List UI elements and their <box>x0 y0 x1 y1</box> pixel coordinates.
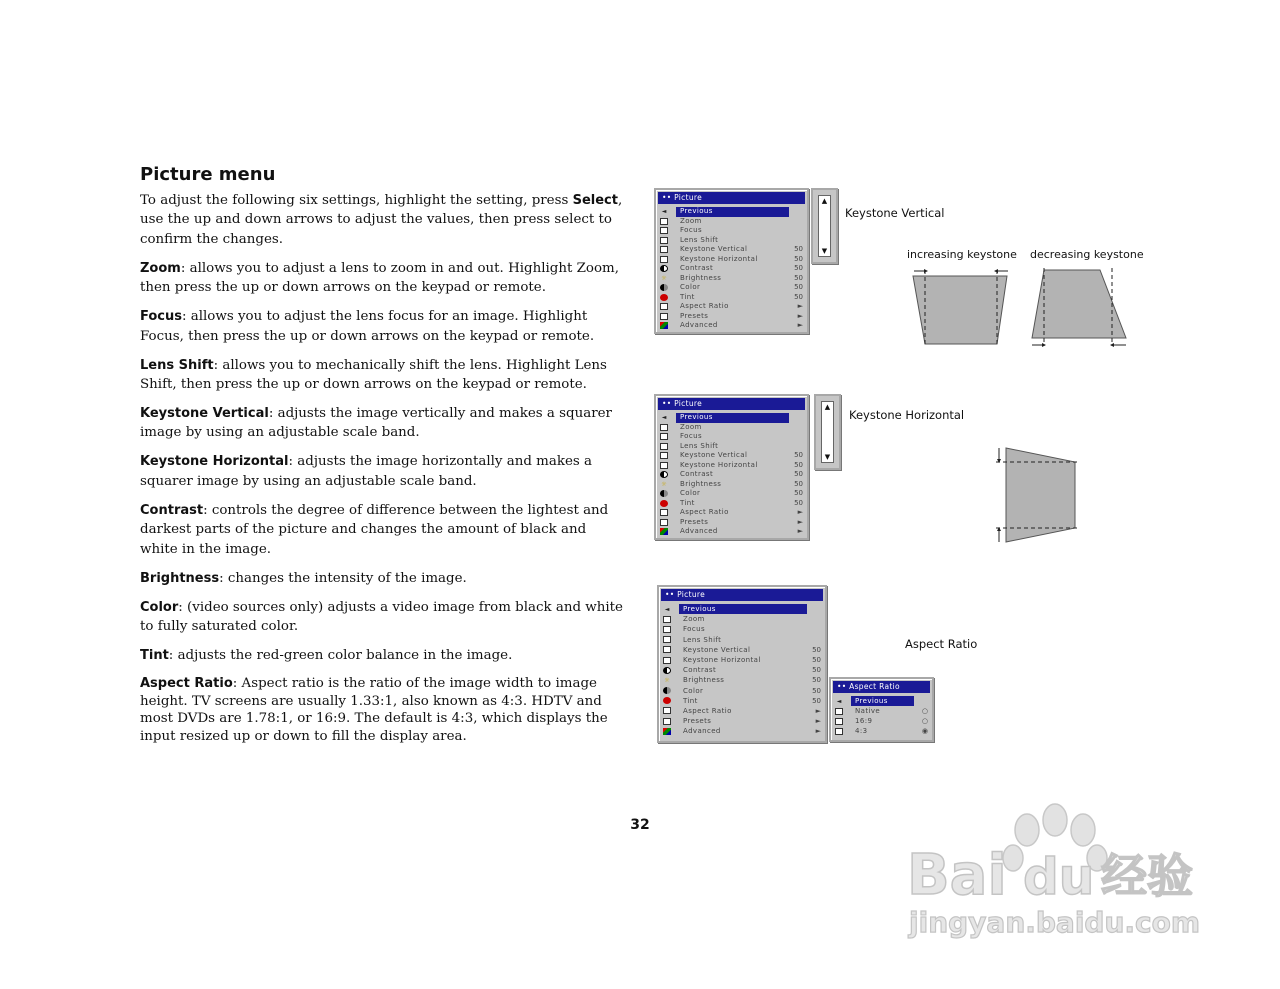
watermark-cn: 经验 <box>1101 849 1193 903</box>
desc: : controls the degree of difference between the lightest and darkest parts of the picture and changes the amount of black and white in the image. <box>140 502 609 557</box>
osd-menu-item[interactable] <box>656 508 807 518</box>
osd-menu-item[interactable] <box>656 264 807 274</box>
tint-paragraph <box>140 646 626 665</box>
osd-scrollbar-1 <box>811 188 838 264</box>
term: Color <box>140 599 179 615</box>
keystone-horizontal-icon <box>663 657 671 664</box>
contrast-icon <box>660 265 668 272</box>
osd-item-value: 50 <box>794 292 803 301</box>
osd-item-label: 4:3 <box>855 727 868 735</box>
osd-menu-item[interactable] <box>659 635 825 645</box>
text-column <box>140 164 626 755</box>
back-arrow-icon: ◄ <box>661 208 667 216</box>
osd-menu-item[interactable] <box>659 614 825 624</box>
osd-menu-item[interactable] <box>656 283 807 293</box>
osd-item-label: Brightness <box>680 479 722 488</box>
keystone-vertical-label: Keystone Vertical <box>845 206 945 220</box>
osd-menu-item[interactable] <box>831 706 932 716</box>
osd-menu-item[interactable] <box>656 432 807 442</box>
desc: : allows you to mechanically shift the lens. Highlight Lens Shift, then press the up or down arrows on the keypad or remote. <box>140 357 607 393</box>
keystone-horizontal-icon <box>660 462 668 469</box>
decreasing-keystone-label: decreasing keystone <box>1030 248 1144 261</box>
brightness-paragraph <box>140 569 626 588</box>
brightness-icon: ☼ <box>661 480 667 488</box>
desc: : Aspect ratio is the ratio of the image width to image height. TV screens are usually 1.33:1, also known as 4:3. HDTV and most DVDs are 1.78:1, or 16:9. The default is 4:3, which displays the input resized up or down to fill the display area. <box>140 676 608 744</box>
osd-menu-item[interactable] <box>656 499 807 509</box>
osd-item-value: 50 <box>794 254 803 263</box>
osd-item-label: Color <box>683 686 704 695</box>
lens-shift-icon <box>663 636 671 643</box>
back-arrow-icon: ◄ <box>661 414 667 422</box>
lens-shift-icon <box>660 443 668 450</box>
osd-title-text: Picture <box>677 590 706 599</box>
scroll-down-icon: ▼ <box>821 247 828 255</box>
intro-text-1: To adjust the following six settings, highlight the setting, press <box>140 193 573 208</box>
osd-item-label: Presets <box>680 311 709 320</box>
4-3-icon <box>835 728 843 735</box>
osd-item-value: ► <box>797 508 803 516</box>
osd-item-value: 50 <box>794 498 803 507</box>
keystone-horizontal-label: Keystone Horizontal <box>849 408 965 422</box>
osd-menu-item[interactable] <box>656 274 807 284</box>
tint-icon <box>663 697 671 704</box>
osd-item-value: 50 <box>794 273 803 282</box>
osd-item-value: ► <box>797 321 803 329</box>
aspect-ratio-icon <box>660 303 668 310</box>
page-title: Picture menu <box>140 164 276 185</box>
osd-item-value: 50 <box>794 460 803 469</box>
contrast-paragraph <box>140 501 626 559</box>
osd-title <box>658 398 805 410</box>
osd-scrollbar-2 <box>814 394 841 470</box>
scroll-up-icon: ▲ <box>821 197 828 205</box>
osd-item-label: Previous <box>676 207 789 217</box>
16-9-icon <box>835 718 843 725</box>
intro-paragraph <box>140 191 626 249</box>
osd-item-value: ► <box>797 517 803 526</box>
osd-menu-item[interactable] <box>656 255 807 265</box>
osd-picture-menu-1 <box>654 188 809 334</box>
osd-menu-item[interactable] <box>659 675 825 685</box>
osd-menu-item[interactable] <box>656 470 807 480</box>
presets-icon <box>663 718 671 725</box>
osd-picture-menu-3 <box>657 585 827 743</box>
color-icon <box>663 687 671 694</box>
osd-title-dots-icon: •• <box>662 193 675 202</box>
term: Lens Shift <box>140 357 214 373</box>
osd-menu-item[interactable] <box>656 207 807 217</box>
keystone-vertical-paragraph <box>140 404 626 443</box>
watermark-brand-2: du <box>1023 848 1095 906</box>
osd-aspect-ratio-menu <box>829 677 934 742</box>
zoom-icon <box>660 218 668 225</box>
osd-item-label: Brightness <box>680 273 722 282</box>
osd-title-text: Picture <box>674 399 703 408</box>
osd-item-value: 50 <box>794 451 803 459</box>
osd-menu-item[interactable] <box>659 686 825 696</box>
keystone-horizontal-diagram <box>990 440 1085 548</box>
watermark-brand: Bai <box>907 843 1007 908</box>
osd-item-label: Contrast <box>680 470 714 478</box>
osd-item-label: Lens Shift <box>680 441 719 450</box>
osd-menu-item[interactable] <box>659 726 825 736</box>
osd-title-text: Picture <box>674 193 703 202</box>
advanced-icon <box>660 528 668 535</box>
zoom-icon <box>660 424 668 431</box>
osd-item-value: ► <box>797 311 803 320</box>
zoom-paragraph <box>140 259 626 298</box>
osd-item-value: 50 <box>812 666 821 675</box>
osd-menu-item[interactable] <box>659 624 825 634</box>
keystone-horizontal-icon <box>660 256 668 263</box>
osd-item-label: Previous <box>679 604 807 614</box>
desc: : (video sources only) adjusts a video image from black and white to fully saturated color. <box>140 599 623 635</box>
osd-item-label: Contrast <box>683 666 717 675</box>
osd-item-label: Native <box>855 707 881 715</box>
osd-item-label: Aspect Ratio <box>680 508 729 516</box>
osd-menu-item[interactable] <box>656 236 807 246</box>
osd-item-value: 50 <box>794 489 803 497</box>
osd-item-value: 50 <box>812 645 821 654</box>
osd-menu-item[interactable] <box>659 645 825 655</box>
osd-item-label: Keystone Vertical <box>683 645 751 654</box>
term: Aspect Ratio <box>140 676 233 692</box>
osd-item-label: Advanced <box>680 321 718 329</box>
presets-icon <box>660 313 668 320</box>
osd-menu-item[interactable] <box>656 489 807 499</box>
osd-item-value: 50 <box>812 696 821 705</box>
osd-menu-item[interactable] <box>656 518 807 528</box>
osd-menu-item[interactable] <box>656 302 807 312</box>
osd-item-label: Keystone Horizontal <box>680 460 758 469</box>
osd-title-dots-icon: •• <box>837 682 850 691</box>
osd-menu-item[interactable] <box>659 655 825 665</box>
osd-item-label: Color <box>680 283 701 291</box>
osd-item-label: Advanced <box>683 727 721 736</box>
color-paragraph <box>140 598 626 637</box>
osd-menu-item[interactable] <box>656 321 807 331</box>
osd-item-label: Color <box>680 489 701 497</box>
osd-picture-menu-2 <box>654 394 809 540</box>
osd-menu-item[interactable] <box>656 461 807 471</box>
contrast-icon <box>660 471 668 478</box>
aspect-ratio-label: Aspect Ratio <box>905 637 978 651</box>
term: Keystone Vertical <box>140 406 269 422</box>
osd-item-label: Zoom <box>680 216 702 225</box>
osd-item-label: Zoom <box>680 422 702 431</box>
focus-paragraph <box>140 307 626 346</box>
osd-title-dots-icon: •• <box>665 590 678 599</box>
osd-item-value: 50 <box>794 479 803 488</box>
osd-item-value: 50 <box>794 245 803 253</box>
page-number: 32 <box>630 817 650 833</box>
osd-menu-item[interactable] <box>659 716 825 726</box>
osd-menu-item[interactable] <box>656 293 807 303</box>
osd-menu-item[interactable] <box>656 480 807 490</box>
osd-item-label: Contrast <box>680 264 714 272</box>
keystone-vertical-icon <box>660 246 668 253</box>
osd-item-value: ○ <box>921 717 928 725</box>
osd-item-label: Focus <box>683 625 705 634</box>
keystone-horizontal-paragraph <box>140 452 626 491</box>
osd-menu-item[interactable] <box>659 706 825 716</box>
osd-item-label: Keystone Vertical <box>680 451 748 459</box>
osd-menu-item[interactable] <box>656 451 807 461</box>
term: Zoom <box>140 260 181 276</box>
term: Tint <box>140 648 169 664</box>
focus-icon <box>660 227 668 234</box>
osd-item-label: Keystone Horizontal <box>680 254 758 263</box>
osd-item-value: ► <box>797 302 803 310</box>
keystone-vertical-icon <box>660 452 668 459</box>
focus-icon <box>660 433 668 440</box>
osd-item-label: Focus <box>680 226 702 234</box>
desc: : adjusts the red-green color balance in the image. <box>168 648 513 664</box>
osd-menu-item[interactable] <box>656 226 807 236</box>
watermark-url: jingyan.baidu.com <box>909 906 1201 939</box>
osd-item-label: Lens Shift <box>683 635 722 644</box>
osd-item-label: Lens Shift <box>680 235 719 244</box>
osd-item-value: ► <box>815 727 821 736</box>
osd-item-value: ► <box>815 717 821 726</box>
osd-item-label: Presets <box>680 517 709 526</box>
osd-title-dots-icon: •• <box>662 399 675 408</box>
osd-menu-item[interactable] <box>656 217 807 227</box>
osd-item-label: Tint <box>680 292 695 301</box>
osd-menu-item[interactable] <box>656 312 807 322</box>
brightness-icon: ☼ <box>664 676 670 684</box>
osd-item-value: 50 <box>794 264 803 272</box>
osd-item-value: 50 <box>812 686 821 695</box>
osd-item-label: 16:9 <box>855 717 873 725</box>
presets-icon <box>660 519 668 526</box>
osd-item-value: 50 <box>812 676 821 685</box>
osd-item-label: Aspect Ratio <box>680 302 729 310</box>
increasing-keystone-label: increasing keystone <box>907 248 1017 261</box>
osd-title <box>661 589 823 601</box>
term: Contrast <box>140 502 204 518</box>
focus-icon <box>663 626 671 633</box>
osd-menu-item[interactable] <box>656 442 807 452</box>
osd-item-label: Previous <box>851 696 914 706</box>
back-arrow-icon: ◄ <box>664 605 670 613</box>
aspect-ratio-icon <box>663 707 671 714</box>
lens-shift-paragraph <box>140 356 626 395</box>
osd-item-value: ► <box>815 706 821 715</box>
osd-menu-item[interactable] <box>831 696 932 706</box>
osd-menu-item[interactable] <box>656 423 807 433</box>
osd-menu-item[interactable] <box>659 696 825 706</box>
intro-select-term: Select <box>572 193 618 208</box>
scroll-up-icon: ▲ <box>824 403 831 411</box>
osd-item-label: Tint <box>680 498 695 507</box>
increasing-keystone-shape <box>913 276 1007 344</box>
aspect-ratio-paragraph <box>140 675 626 745</box>
osd-item-label: Advanced <box>680 527 718 535</box>
brightness-icon: ☼ <box>661 274 667 282</box>
aspect-ratio-icon <box>660 509 668 516</box>
osd-item-value: 50 <box>794 283 803 291</box>
intro-text-2: , use the up and down arrows to adjust the values, then press select to confirm the changes. <box>140 193 623 247</box>
desc: : adjusts the image vertically and makes a squarer image by using an adjustable scale band. <box>140 406 612 441</box>
osd-item-value: 50 <box>812 655 821 664</box>
color-icon <box>660 284 668 291</box>
baidu-watermark <box>905 800 1215 950</box>
term: Focus <box>140 309 182 325</box>
desc: : allows you to adjust a lens to zoom in and out. Highlight Zoom, then press the up or down arrows on the keypad or remote. <box>140 260 620 296</box>
native-icon <box>835 708 843 715</box>
osd-item-value: ◉ <box>921 727 928 735</box>
osd-item-label: Previous <box>676 413 789 423</box>
desc: : changes the intensity of the image. <box>219 570 467 586</box>
osd-menu-item[interactable] <box>656 527 807 537</box>
osd-title <box>833 681 930 693</box>
advanced-icon <box>660 322 668 329</box>
osd-menu-item[interactable] <box>659 604 825 614</box>
osd-item-label: Zoom <box>683 615 705 624</box>
term: Keystone Horizontal <box>140 454 289 470</box>
osd-item-label: Tint <box>683 696 698 705</box>
tint-icon <box>660 294 668 301</box>
osd-item-label: Brightness <box>683 676 725 685</box>
osd-menu-item[interactable] <box>831 716 932 726</box>
osd-item-value: ○ <box>921 707 928 715</box>
zoom-icon <box>663 616 671 623</box>
osd-menu-item[interactable] <box>831 726 932 736</box>
osd-item-label: Keystone Horizontal <box>683 655 761 664</box>
keystone-vertical-icon <box>663 646 671 653</box>
osd-menu-item[interactable] <box>659 665 825 675</box>
osd-item-label: Keystone Vertical <box>680 245 748 253</box>
osd-item-label: Focus <box>680 432 702 440</box>
osd-title <box>658 192 805 204</box>
osd-menu-item[interactable] <box>656 413 807 423</box>
keystone-vertical-diagram <box>900 262 1140 354</box>
tint-icon <box>660 500 668 507</box>
osd-item-value: ► <box>797 527 803 535</box>
desc: : adjusts the image horizontally and makes a squarer image by using an adjustable scale band. <box>140 454 593 489</box>
osd-menu-item[interactable] <box>656 245 807 255</box>
contrast-icon <box>663 667 671 674</box>
osd-item-label: Aspect Ratio <box>683 706 732 715</box>
osd-item-label: Presets <box>683 717 712 726</box>
color-icon <box>660 490 668 497</box>
scroll-down-icon: ▼ <box>824 453 831 461</box>
osd-title-text: Aspect Ratio <box>849 682 900 691</box>
back-arrow-icon: ◄ <box>836 697 842 705</box>
term: Brightness <box>140 570 220 586</box>
advanced-icon <box>663 728 671 735</box>
osd-item-value: 50 <box>794 470 803 478</box>
desc: : allows you to adjust the lens focus for an image. Highlight Focus, then press the up or down arrows on the keypad or remote. <box>140 309 595 344</box>
lens-shift-icon <box>660 237 668 244</box>
